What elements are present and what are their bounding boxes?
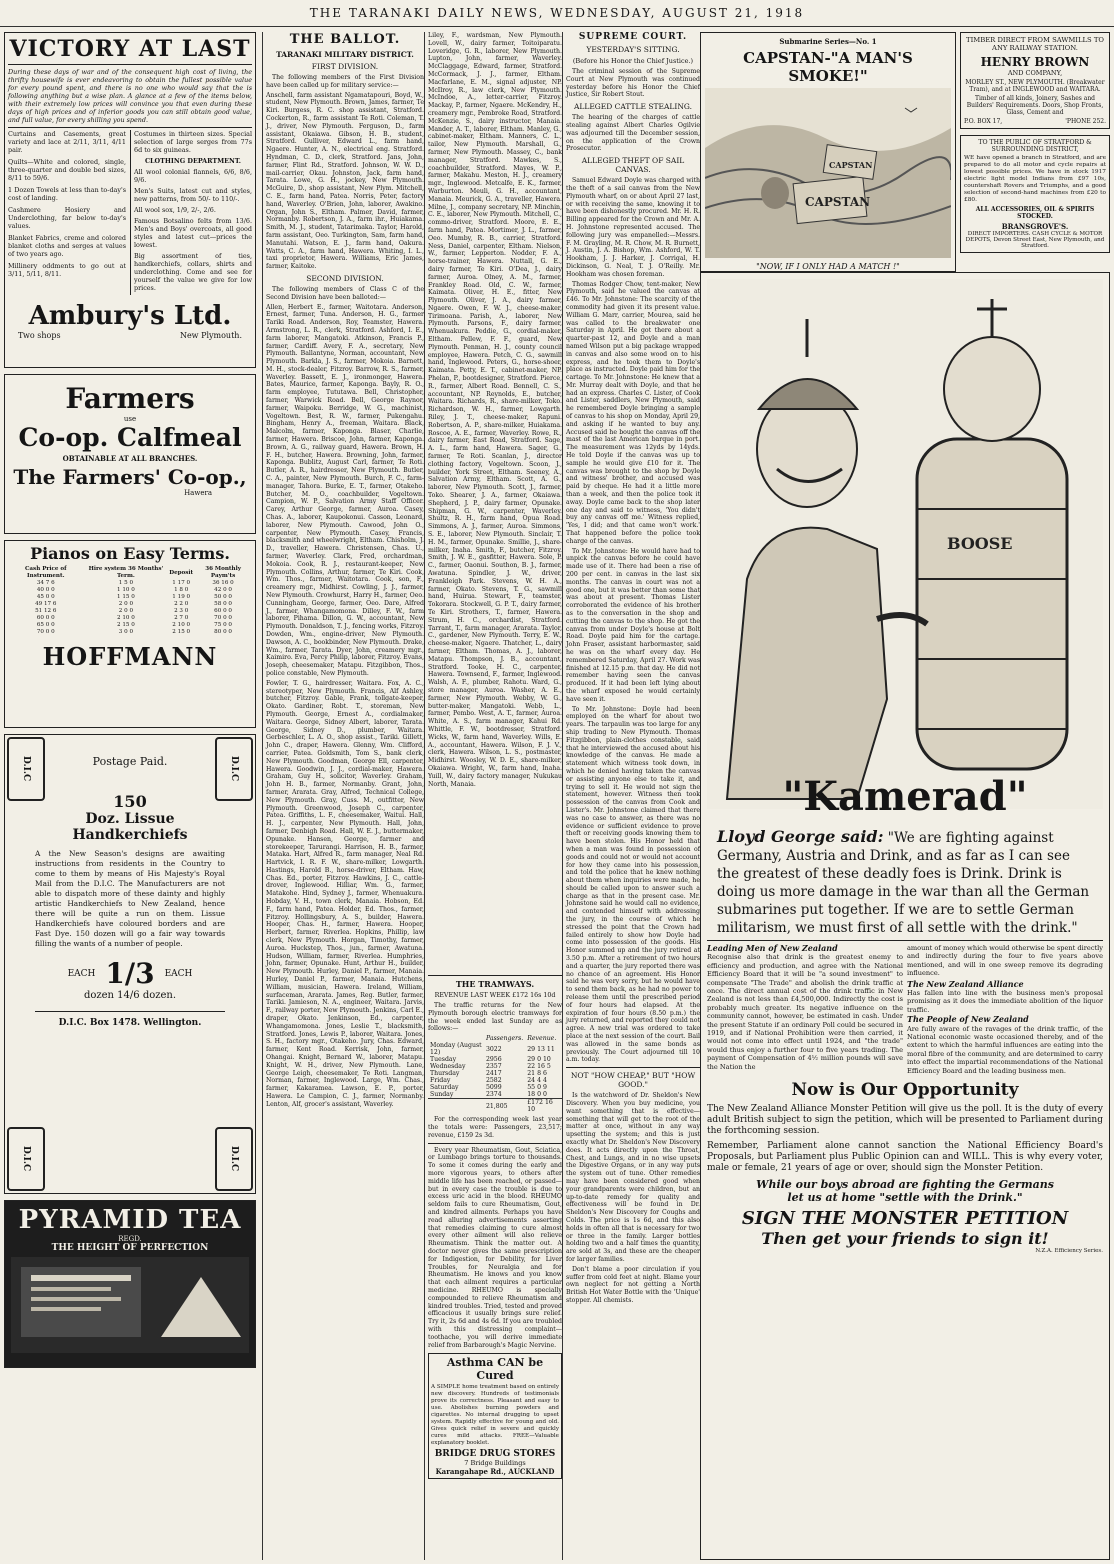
bransgrove-body: WE have opened a branch in Stratford, and are prepared to do all motor and cycle repairs at lowest possible prices. We have in stock 1917 electric light model Indians from £97 10s, countershaft Rovers and Triumphs, and a good selection of second-hand machines from £20 to £80.	[964, 155, 1106, 203]
lloyd-george-name: Lloyd George said:	[717, 827, 884, 846]
farmers-calfmeal-ad	[4, 374, 256, 534]
table-row: 70 0 0 3 0 0 2 15 0 80 0 0	[36, 629, 232, 635]
court-sub2: ALLEGED CATTLE STEALING.	[573, 102, 693, 112]
opportunity-heading: Now is Our Opportunity	[791, 1080, 1019, 1101]
capstan-ad	[700, 32, 956, 272]
opportunity-text-2: Remember, Parliament alone cannot sanction the National Efficiency Board's Proposals, but Parliament plus Public Opinion can and WILL. This is why every voter, male or female, 21 years of age or over, should sign the Monster Petition.	[707, 1141, 1103, 1174]
ballot-column	[262, 32, 424, 1560]
table-row: Monday (August 12) 3022 29 13 11	[430, 1042, 555, 1057]
boys-abroad-line: While our boys abroad are fighting the Germans	[756, 1178, 1054, 1192]
bransgrove-public: TO THE PUBLIC OF STRATFORD & SURROUNDING DISTRICT,	[978, 139, 1092, 153]
swimmer-head	[761, 177, 789, 209]
victory-left-list	[8, 130, 126, 295]
leading-men-text-cont: amount of money which would otherwise be spent directly and indirectly during the four to five years above mentioned, and will in one sweep remove its degrading influence.	[907, 944, 1103, 978]
table-row: Thursday 2417 21 8 6	[430, 1070, 547, 1078]
timber-line: TIMBER DIRECT FROM SAWMILLS TO ANY RAILWAY STATION.	[966, 36, 1104, 52]
dic-line1: Doz. Lissue	[85, 811, 175, 827]
pianos-header-cell: 36 Monthly Paym'ts	[205, 566, 241, 579]
henry-brown-phone: 'PHONE 252.	[1065, 118, 1106, 125]
kamerad-title: "Kamerad"	[782, 773, 1028, 820]
tramways-note: For the corresponding week last year the totals were: Passengers, 23,517; revenue, £159 2s 3d.	[428, 1116, 562, 1139]
dic-logo-bottom-right: D.I.C	[215, 1127, 253, 1191]
alliance-text: Has fallen into line with the business men's proposal promising as it does the immediate abolition of the liquor traffic.	[907, 989, 1103, 1014]
dic-each-label: EACH	[67, 968, 96, 979]
dic-price: 1/3	[105, 957, 155, 990]
kamerad-ad	[700, 272, 1110, 1560]
capstan-headline: CAPSTAN-"A MAN'S SMOKE!"	[743, 49, 913, 85]
court-column	[562, 32, 700, 1560]
henry-brown-ad	[960, 32, 1110, 129]
table-row: Tuesday 2956 29 0 10	[430, 1056, 551, 1064]
bransgrove-name: BRANSGROVE'S.	[1001, 222, 1069, 231]
tramways-col-revenue: Revenue.	[527, 1035, 557, 1043]
court-p3: Samuel Edward Doyle was charged with the theft of a sail canvas from the New Plymouth wharf, on or about April 27 last, or with receiving the same, knowing it to have been dishonestly procured. Mr. H. R. Billing appeared for the Crown and Mr. A. H. Johnstone represented accused. The following jury was empanelled:—Messrs. F. M. Grayling, M. R. Chow, M. R. Burnett, J. Austin, J. A. Bishop, Wm. Ashford, W. T. Hookham, J. J. Harker, J. Corrigal, H. Dickinson, G. Neal, T. J. O'Reilly. Mr. Hookham was chosen foreman.	[566, 177, 700, 278]
ballot-first-division: FIRST DIVISION.	[311, 62, 379, 71]
farmers-heading: Farmers	[65, 382, 195, 415]
victory-item: Men's Suits, latest cut and styles, new patterns, from 50/- to 110/-.	[134, 187, 252, 203]
pianos-header-cell: Hire system 36 Months' Term.	[88, 566, 164, 579]
ads-column-left	[4, 32, 256, 1560]
tramways-table	[428, 1035, 562, 1113]
ballot-names-4: Liley, F., wardsman, New Plymouth. Lovell, W., dairy farmer, Toitoiparatu. Loveridge, G. R., laborer, New Plymouth. Lupton, John, farmer, Waverley. McClaggage, Edward, farmer, Stratford. McCormack, J. J., farmer, Eltham. Macfarlane, E. M., signal adjuster, NP. McIlroy, R., law clerk, New Plymouth. McIndoe, A., letter-carrier, Fitzroy. Mackay, P., farmer, Ngaere. McKendry, H., creamery mgr., Pembroke Road, Stratford. McKenzie, S., dairy instructor, Manaia. Mander, A. T., laborer, Eltham. Manley, G., cabinet-maker, Eltham. Manners, C. L., tailor, New Plymouth. Marshall, G., farmer, New Plymouth. Massey, C., bank manager, Stratford. Mawkes, S., coachbuilder, Stratford. Mayes, W. P., farmer, Makahu. Meston, H. J., creamery mgr., Inglewood. Metcalfe, E. K., farmer, Warburton. Meuli, G. H., accountant, Manaia. Meurick, G. A., traveller, Hawera. Milne, J., company secretary, NP. Minchin, C. E., laborer, New Plymouth. Mitchell, C., commo-driver, Stratford. Moore, E. E., farm hand, Patea. Mortimer, J. L., farmer, Oeo. Mumby, R. B., carrier, Stratford. Ness, Daniel, carpenter, Eltham. Nielson, W., farmer, Lepperton. Nodder, F. A., horse-trainer, Hawera. Nuttall, G. E., dairy farmer, Te Kiri. O'Dea, J., dairy farmer, Auroa. Olney, A. M., farmer, Frankley Road. Old, C. W., farmer, Kaimata. Oliver, H. E., fitter, New Plymouth. Oliver, J. A., dairy farmer, Ngaere. Owen, F. W. J., cheese-maker, Tirimoana. Parish, A., laborer, New Plymouth. Parsons, F., dairy farmer, Whenuakura. Peddie, G., cordial-maker, Eltham. Pellew, F. F., guard, New Plymouth. Penman, H. J., county council employee, Hawera. Petch, C. G., sawmill hand, Inglewood. Peters, G., horse-shoer, Kaimata. Petty, E. T., cabinet-maker, NP. Phelan, P., bootdesigner, Stratford. Pierce, R., farmer, Albert Road. Bennell, C. S., accountant, NP. Reynolds, E., butcher, Waitara. Richards, R., share-milker, Toko. Richardson, W. H., farmer, Lowgarth. Riley, J. T., cheese-maker, Rapuni. Robertson, A. P., share-milker, Huiakama. Roscoe, A. E., farmer, Waverley. Rowe, R., dairy farmer, East Road, Stratford. Sage, A. L., farm hand, Hawera. Sager, G., farmer, Te Roti. Scanlan, J., director clothing factory, Vogeltown. Scoon, J., builder, York Street, Eltham. Seeney, A., Salvation Army, Eltham. Scott, A. G., laborer, New Plymouth. Scott, J., farmer, Toko. Shearer, J. A., farmer, Okaiawa. Shepherd, J. P., dairy farmer, Opunake. Shipman, G. W., carpenter, Waverley. Shultz, R. H., farm hand, Opua Road. Simmons, A. J., farmer, Auroa. Simmons, S. E., laborer, New Plymouth. Sinclair, T. H. M., farmer, Opunake. Smillie, J., share-milker, Inaha. Smith, F., butcher, Fitzroy. Smith, J. W. E., gasfitter, Hawera. Sole, P. C., farmer, Oaonui. Southon, B. J., farmer, Awatuna. Spindler, J. W., driver, Frankleigh Park. Stevens, W. H. A., farmer, Okato. Stevens, T. G., sawmill hand, Huirua. Stewart, F., teamster, Tokorara. Stockwell, G. P. T., dairy farmer, Te Kiri. Strothers, T., farmer, Hawera. Strum, H. C., orchardist, Stratford. Tarrant, T., farm manager, Ararata. Taylor, C., gardener, New Plymouth. Terry, E. W., cheese-maker, Ngaere. Thatcher, L., dairy farmer, Eltham. Thomas, A. J., laborer, Matapu. Thompson, J. B., accountant, Stratford. Tooke, H. C., carpenter, Hawera. Townsend, F., farmer, Inglewood. Walsh, A. F., plumber, Rahotu. Ward, G., store manager, Auroa. Washer, A. E., farmer, New Plymouth. Webby, W. G., butter-maker, Mangatoki. Webb, L., farmer, Pembo. West, A. T., farmer, Auroa. White, A. S., farm manager, Kahui Rd. Whittle, F. W., bootdresser, Stratford. Wicks, W., farm hand, Waverley. Wills, E. A., accountant, Hawera. Wilson, F. J. V., clerk, Hawera. Wilson, L. S., postmaster, Midhirst. Woosley, W. D. E., share-milker, Okaiawa. Wright, W., farm hand, Inaha. Yuill, W., dairy factory manager, Nukukau North, Manaia.	[428, 32, 562, 788]
capstan-crate-label: CAPSTAN	[805, 195, 871, 209]
victory-right-list	[130, 130, 252, 295]
pyramid-slogan: THE HEIGHT OF PERFECTION	[51, 1243, 209, 1253]
table-row: Wednesday 2357 22 16 5	[430, 1063, 551, 1071]
court-p4: Thomas Rodger Chow, tent-maker, New Plymouth, said he valued the canvas at £46. To Mr. Johnstone: The scarcity of the commodity had given it its present value. William G. Marr, carrier, Mourea, said he was called to the breakwater one Saturday in April. He got there about a quarter-past 12, and Doyle and a man named Wilson put a big package wrapped in canvas and also some wood on to his express, and he took them to Doyle's place as instructed. Doyle paid him for the cartage. To Mr. Johnstone: He knew that a Mr. Murray dealt with Doyle, and that he had an express. Charles C. Lister, of Cook and Lister, saddlers, New Plymouth, said he remembered Doyle bringing a sample of canvas to his shop on Monday, April 29, and asking if he wanted to buy any. Accused said he bought the canvas off the mast of the last American barque in port. The measurement was 12yds by 14yds. He told Doyle if the canvas was up to sample he would give £10 for it. The canvas was brought to the shop by Doyle and witness' brother, and accused was paid by cheque. He had it a little more than a week, and then the police took it away. Doyle came back to the shop later one day and said to witness, 'You didn't buy any canvas off me.' Witness replied, 'Yes, I did; and that came won't work.' That happened before the police took charge of the canvas.	[566, 280, 700, 545]
court-sub1b: (Before his Honor the Chief Justice.)	[572, 57, 694, 65]
table-row: Saturday 5099 55 0 9	[430, 1084, 547, 1092]
capstan-series: Submarine Series—No. 1	[779, 37, 877, 46]
court-p7: Is the watchword of Dr. Sheldon's New Discovery. When you buy medicine, you want something that is effective—something that will get to the root of the matter at once, without in any way upsetting the system; and this is just exactly what Dr. Sheldon's New Discovery does. It acts directly upon the Throat, Chest, and Lungs, and in no wise upsets the Digestive Organs, or in any way puts the system out of tune. Other remedies may have been considered good when your grandparents were children, but an up-to-date remedy for quality and effectiveness will be found in Dr. Sheldon's New Discovery for Coughs and Colds. The price is 1s 6d, and this also holds in often all that is necessary for two or three in the family. Larger bottles holding two and a half times the quantity, are sold at 3s, and these are the cheaper for larger families.	[566, 1092, 700, 1263]
victory-intro: During these days of war and of the consequent high cost of living, the thrifty housewife is ever endeavoring to obtain the fullest possible value for every pound spent, and there is no one who would say that the is following anything but a wise plan. A glance at a few of the items below, with their extremely low prices will convince you that even during these days of high prices and of inferior goods you can still obtain good value, and full value, for every shilling you spend.	[8, 68, 252, 124]
ballot-second-division: SECOND DIVISION.	[306, 273, 384, 283]
court-p2: The hearing of the charges of cattle stealing against Albert Charles Ogilvie was adjourned till the December session, on the application of the Crown Prosecutor.	[566, 114, 700, 153]
ballot-district: TARANAKI MILITARY DISTRICT.	[276, 50, 414, 59]
table-row: Sunday 2374 18 0 0	[430, 1091, 547, 1099]
barrel-label: BOOSE	[947, 534, 1013, 553]
victory-ad	[4, 32, 256, 368]
farmers-use: use	[123, 415, 137, 423]
dic-logo-top-right: D.I.C	[215, 737, 253, 801]
friends-sign-line: Then get your friends to sign it!	[761, 1229, 1049, 1249]
ballot-names-2: Allen, Herbert E., farmer, Waitotara. Anderson, Ernest, farmer, Tuna. Anderson, H. G., farmer Tariki Road. Anderson, Roy, Teamster, Hawera. Armstrong, L. R., clerk, Stratford. Ashford, I. E., farm laborer, Mangatoki. Atkinson, Francis P., farmer, Cardiff. Avery, F. A., secretary, New Plymouth. Ballantyne, Norman, accountant, New Plymouth. Barkla, J. S., farmer, Mokoia. Barnett, M. H., stock-dealer, Fitzroy. Barrow, R. S., farmer, Waverley. Bassett, E. J., ironmonger, Hawera. Bates, Maurice, farmer, Kaponga. Bayly, R. O., farm employee, Tututawa. Bell, Christopher, farmer, Warwick Road. Bell, George Raynor, farmer, Waipoku. Berridge, W. G., machinist, Vogeltown. Best, R. W., farmer, Pukengahu. Bingham, Henry A., freeman, Waitara. Black, Malcolm, farmer, Kaponga. Blaser, Charlie, farmer, Hawera. Briscoe, John, farmer, Kaponga. Brown, A. G., railway guard, Hawera. Brown, H. F. H., butcher, Hawera. Browning, John, farmer, Kaponga. Bublitz, August Carl, farmer, Te Roti. Butler, A. R., hairdresser, New Plymouth. Butler, C. A., painter, New Plymouth. Burch, F. C., farm-manager, Tahora. Burke, E. T., farmer, Otakeho. Butcher, M. O., coachbuilder, Vogeltown. Campion, W. P., Salvation Army Staff Officer. Carey, Arthur George, farmer, Auroa. Casey, Chas. A., laborer, Kaupokonui. Casson, Leonard, laborer, New Plymouth. Cawood, John O., carpenter, New Plymouth. Casey, Francis, blacksmith and wheelwright, Eltham. Chisholm, J. D., traveller, Hawera. Christensen, Chas. U., farmer, Waverley. Clark, Fred, orchardman, Mokoia. Cook, R. J., restaurant-keeper, New Plymouth. Collins, Arthur, farmer, Te Kiri. Cook, Wm. Thos., farmer, Waitotara. Cook, son, F., creamery mgr., Midhirst. Cowling, J. J., farmer, New Plymouth. Crowhurst, Harry H., farmer, Oeo. Cunningham, George, farmer, Oeo. Dare, Alfred J., farmer, Whangamomona. Dilley, F. W., farm laborer, Pihama. Dillon, G. W., accountant, New Plymouth. Donaldson, T. J., fencing works, Fitzroy. Dowden, Wm., engine-driver, New Plymouth. Dawson, A. C., bookbinder, New Plymouth. Drake, Wm., farmer, Tarata. Dyer, John, creamery mgr., Kaimiro. Eva, Percy Philip, laborer, Fitzroy. Evans, Joseph, cheesemaker, Matapu. Fitzgibbon, Thos., police constable, New Plymouth.	[266, 303, 424, 677]
court-p8: Don't blame a poor circulation if you suffer from cold feet at night. Blame your own neglect for not getting a North British Hot Water Bottle with the 'Unique' stopper. All chemists.	[566, 1265, 700, 1304]
victory-item: Millinery oddments to go out at 3/11, 5/11, 8/11.	[8, 262, 126, 278]
ballot-title: THE BALLOT.	[289, 32, 401, 47]
asthma-body: A SIMPLE home treatment based on entirely new discovery. Hundreds of testimonials prove its correctness. Pleasant and easy to use. Abolishes burning powders and cigarettes. No internal drugging to upset system. Rapidly effective for young and old. Gives quick relief in severe and quickly cures mild attacks. FREE—Valuable explanatory booklet.	[431, 1384, 559, 1447]
table-row: 60 0 0 2 10 0 2 7 0 70 0 0	[36, 615, 232, 621]
ballot-names-3: Fowler, T. G., hairdresser, Waitara. Fox, A. C., stereotyper, New Plymouth. Francis, Alf Ashley, butcher, Fitzroy. Gable, Frank, tollgate-keeper, Okato. Gardiner, Robt. T., storeman, New Plymouth. George, Ernest A., cordialmaker, Waitara. George, Sidney Albert, laborer, Tarata. George, Sidney D., plumber, Waitara. Gerbeschler, L. A. O., shop assist., Tariki. Gillett, John C., draper, Hawera. Glenny, Wm. Clifford, carrier, Patea. Goldsmith, Tom S., bank clerk, New Plymouth. Goodman, George Ell, carpenter, Hawera. Goodwin, J. J., cordial-maker, Hawera. Graham, Guy H., solicitor, Waverley. Graham, John H. B., farmer, Normanby. Grant, John, farmer, Ararata. Gray, Alfred, Technical College, New Plymouth. Gray, Cuss. M., outfitter, New Plymouth. Greenwood, Joseph C., carpenter, Patea. Griffiths, L. F., cheesemaker, Waitui. Hall, H. J., carpenter, New Plymouth. Hall, John, farmer, Denbigh Road. Hall, W. E. J., buttermaker, Opunake. Hansen, George, farmer and storekeeper, Tarurangi. Harrison, H. B., farmer, Mataka. Hart, Alfred R., farm manager, Neal Rd. Hartvick, I. R. F. W., share-milker, Lowgarth. Hastings, Harold B., horse-driver, Eltham. Haw, Chas. Ed., porter, Fitzroy. Hawkins, J. C., cattle-drover, Inglewood. Hilliar, Wm. G., farmer, Matakohe. Hind, Sydney J., farmer, Whenuakura. Hobday, V. H., town clerk, Manaia. Hobson, Ed. F., farm hand, Patea. Holder, Ed. Thos., farmer, Fitzroy. Hollingsbury, A. S., builder, Hawera. Hooper, Chas. H., farmer, Hawera. Hooper, Herbert, farmer, Riverlea. Hopkins, Phillip, law clerk, New Plymouth. Horgan, Timothy, farmer, Auroa. Huckstep, Thos., jun., farmer, Awatuna. Hudson, William, farmer, Riverlea. Humphries, John, farmer, Opunake. Hunt, Arthur H., builder, New Plymouth. Hurley, Daniel P., farmer, Manaia. Hurley, Daniel P., farmer, Manaia. Hutchens, William, musician, Hawera. Ireland, William, surfaceman, Ararata. James, Reg. Butler, farmer, Tariki. Jamieson, N. A., engineer, Waitara. Jarvis, F., railway porter, New Plymouth. Jenkins, Carl E., draper, Okato. Jenkinson, Ed., carpenter, Whangamomona. Jones, Leslie T., blacksmith, Stratford. Jones, Lewis P., laborer, Waitara. Jones, S. H., factory mgr., Otakeho. Jury, Chas. Edward, farmer, Kent Road. Kerrisk, John, farmer, Ohangai. Knight, Bernard W., laborer, Matapu. Knight, W. H., driver, New Plymouth. Lane, George Leigh, cheesemaker, Te Roti. Langman, Norman, farmer, Inglewood. Large, Wm. Chas., farmer, Kakaramea. Lawson, E. P., porter, Hawera. Le Campion, C. J., farmer, Normanby. Lenton, Alf, grocer's assistant, Waverley.	[266, 679, 424, 1108]
people-heading: The People of New Zealand	[907, 1014, 1029, 1025]
table-row: 40 0 0 1 10 0 1 8 0 42 0 0	[36, 587, 232, 593]
leading-men-heading: Leading Men of New Zealand	[707, 943, 838, 953]
pianos-header-cell: Cash Price of Instrument.	[24, 566, 67, 579]
farmers-hawera: Hawera	[184, 489, 212, 497]
dic-logo-bottom-left: D.I.C	[7, 1127, 45, 1191]
victory-item: Famous Botsalino felts from 13/6. Men's and Boys' overcoats, all good styles and latest cut—prices the lowest.	[134, 217, 252, 249]
victory-item: Costumes in thirteen sizes. Special selection of large serges from 77s 6d to six guineas.	[134, 130, 252, 154]
table-row: 34 7 6 1 5 0 1 17 0 36 16 0	[36, 580, 234, 586]
court-sub3: ALLEGED THEFT OF SAIL CANVAS.	[581, 156, 685, 175]
victory-item: Big assortment of ties, handkerchiefs, collars, shirts and underclothing. Come and see for yourself the value we give for low prices.	[134, 252, 252, 292]
court-sub1: YESTERDAY'S SITTING.	[586, 45, 680, 54]
capstan-cartoon	[705, 88, 951, 258]
rheumo-body: Every year Rheumatism, Gout, Sciatica, or Lumbago brings torture to thousands. To some it comes during the early and more vigorous years, to others after middle life has been reached, or passed—but in every case the trouble is due to excess uric acid in the blood. RHEUMO seldom fails to cure Rheumatism, Gout, and kindred ailments. Perhaps you have read alluring advertisements asserting that remedies claiming to cure almost every other ailment will also relieve Rheumatism. Think the matter out. A doctor never gives the same prescription for Indigestion, for Debility, for Liver Troubles, for Neuralgia and for Rheumatism. He knows and you know that each ailment requires a particular medicine. RHEUMO is specially compounded to relieve Rheumatism and kindred troubles. Tried, tested and proved efficacious it usually brings sure relief. Try it, 2s 6d and 4s 6d. If you are troubled with this distressing complaint—toothache, you will derive immediate relief from Barbarough's Magic Nervine.	[428, 1146, 562, 1349]
capstan-caption: "NOW, IF I ONLY HAD A MATCH !"	[756, 262, 900, 271]
victory-item: Cashmere Hosiery and Underclothing, far below to-day's values.	[8, 206, 126, 230]
henry-brown-body: Timber of all kinds, Joinery, Sashes and Builders' Requirements. Doors, Shop Fronts, Glass, Cement and	[966, 95, 1104, 116]
bransgrove-address: DIRECT IMPORTERS. CASH CYCLE & MOTOR DEPOTS, Devon Street East, New Plymouth, and Stratford.	[965, 231, 1105, 249]
farmers-coop: The Farmers' Co-op.,	[13, 465, 247, 489]
pyramid-tea-ad	[4, 1200, 256, 1368]
tramways-subtitle: REVENUE LAST WEEK £172 16s 10d	[434, 992, 556, 999]
calfmeal-heading: Co-op. Calfmeal	[18, 423, 242, 452]
henry-brown-name: HENRY BROWN	[980, 55, 1090, 69]
table-row: 45 0 0 1 15 0 1 19 0 50 0 0	[36, 594, 232, 600]
dic-dozen: dozen 14/6 dozen.	[83, 990, 177, 1001]
asthma-title: Asthma CAN be Cured	[446, 1356, 544, 1383]
henry-brown-address: MORLEY ST., NEW PLYMOUTH. (Breakwater Tram), and at INGLEWOOD and WAITARA.	[965, 79, 1105, 93]
court-sub4: NOT "HOW CHEAP," BUT "HOW GOOD."	[570, 1071, 696, 1090]
henry-brown-co: AND COMPANY,	[1007, 69, 1063, 77]
opportunity-text-1: The New Zealand Alliance Monster Petition will give us the poll. It is the duty of every adult British subject to sign the petition, which will be presented to Parliament during the forthcoming session.	[707, 1104, 1103, 1137]
court-p5: To Mr. Johnstone: He would have had to unpick the canvas before he could have made use of it. There had been a rise of 200 per cent. in canvas in the last six months. The canvas in court was not a good one, but it was better than some that was about at present. Thomas Lister corroborated the evidence of his brother as to the conversation in the shop and cutting the canvas to the shop. He got the canvas from under Doyle's house at Bolt Road. Doyle paid him for the cartage. John Fraser, assistant harbormaster, said he was on the wharf every day. He remembered Saturday, April 27. Work was finished at 12.15 p.m. that day. He did not remember having seen the canvas produced. If it had been left lying about the wharf exposed he would certainly have seen it.	[566, 547, 700, 703]
pianos-title: Pianos on Easy Terms.	[30, 544, 230, 563]
clothing-heading: CLOTHING DEPARTMENT.	[144, 157, 242, 165]
ballot-names-1: Anschell, farm assistant Ngamatapouri, Boyd, W., student, New Plymouth. Brown, James, farmer, Te Kiri. Burgess, R. C. shop assistant, Stratford. Cockerton, R., farm assistant Te Roti. Coleman, T. J., driver, New Plymouth. Ferguson, D., farm assistant, Okaiawa. Gibson, H. B., student, Stratford. Gulliver, Edward L., farm hand, Ngaere. Hunter, A. N., electrical eng. Stratford. Hyndman, C. D., clerk, Stratford. Jans, John, farmer, Flint Rd., Stratford. Johnson, W. W. D., mail-carrier, Okau. Johnston, Jack, farm hand, Tarata. Lowe, G. H., jockey, New Plymouth. McGuire, D., shop assistant, New Plym. Mitchell, C. E., farm hand, Patea. Norris, Peter, factory hand, Waverley. O'Brien, John, laborer, Awakino. Organ, John S., Eltham. Palmer, David, farmer, Normanby. Robertson, J. A., farm ihr., Huiakama. Smith, M. J., student, Tatarimaka. Taylor, Harold, farm assistant, Oeo. Turkington, Sam, farm hand, Manutahi. Watson, E. J., farm hand, Oakura. Watts, C. A., farm hand, Hawera. Whiting, I. L., taxi proprietor, Hawera. Williams, Eric James, farmer, Kaitoke.	[266, 91, 424, 271]
sign-petition-heading: SIGN THE MONSTER PETITION	[741, 1208, 1069, 1230]
dic-handkerchiefs-ad	[4, 734, 256, 1194]
capstan-crate-label: CAPSTAN	[829, 160, 873, 170]
bransgrove-accessories: ALL ACCESSORIES, OIL & SPIRITS STOCKED.	[975, 206, 1095, 220]
victory-item: All wool colonial flannels, 6/6, 8/6, 9/6.	[134, 168, 252, 184]
tramways-intro: The traffic returns for the New Plymouth borough electric tramways for the week ended last Sunday are as follows:—	[428, 1002, 562, 1033]
amburys-shops: Two shops	[18, 331, 61, 340]
lloyd-george-quote: "We are fighting against Germany, Austria and Drink, and as far as I can see the greatest of these deadly foes is Drink. Drink is doing us more damage in the war than all the German submarines put together. If we are to settle German militarism, we must first of all settle with the drink."	[717, 830, 1090, 936]
pyramid-illustration	[11, 1257, 249, 1353]
kamerad-cartoon	[707, 279, 1103, 809]
dic-qty: 150	[113, 792, 147, 811]
pianos-ad	[4, 540, 256, 728]
victory-item: Quilts—White and colored, single, three-quarter and double bed sizes, 8/11 to 59/6.	[8, 158, 126, 182]
dic-postage: Postage Paid.	[92, 755, 168, 768]
leading-men-text: Recognise also that drink is the greatest enemy to efficiency and production, and agree with the National Efficiency Board that it will be "a sound investment" to compensate "The Trade" and abolish the drink traffic at once. The direct annual cost of the drink traffic in New Zealand is not less than £4,500,000. Indirectly the cost is probably much greater. Its negative influence on the community cannot, however, be estimated in cash. Under the present Statute if an ordinary Poll could be secured in 1919, and if National Prohibition were then carried, it would not come into effect until 1924, and "the trade" would thus enjoy a further four to five years trading. The payment of Compensation of 4½ million pounds will save the Nation the	[707, 953, 903, 1071]
asthma-store: BRIDGE DRUG STORES	[434, 1449, 556, 1460]
pianos-header-cell: Deposit	[169, 569, 194, 576]
table-row: 51 12 6 2 0 0 2 3 0 60 0 0	[35, 608, 232, 614]
timber-motor-ads	[960, 32, 1110, 272]
tramways-section	[424, 972, 562, 1560]
pyramid-title: PYRAMID TEA	[18, 1205, 242, 1235]
asthma-store2: 7 Bridge Buildings	[464, 1459, 526, 1468]
dic-each-label: EACH	[164, 968, 193, 979]
tramways-title: THE TRAMWAYS.	[455, 979, 535, 989]
masthead: THE TARANAKI DAILY NEWS, WEDNESDAY, AUGUST 21, 1918	[0, 0, 1114, 27]
alliance-heading: The New Zealand Alliance	[907, 978, 1024, 989]
amburys-town: New Plymouth.	[179, 331, 242, 340]
victory-title: VICTORY AT LAST	[8, 36, 252, 65]
table-row: 49 17 6 2 0 0 2 2 0 58 0 0	[35, 601, 232, 607]
calfmeal-branches: OBTAINABLE AT ALL BRANCHES.	[62, 454, 198, 463]
settle-drink-line: let us at home "settle with the Drink."	[787, 1191, 1023, 1205]
victory-item: 1 Dozen Towels at less than to-day's cost of landing.	[8, 186, 126, 202]
people-text: Are fully aware of the ravages of the drink traffic, of the National economic waste occasioned thereby, and of the extent to which the harmful influences are eating into the moral fibre of the community, and are determined to carry into effect the impartial recommendations of the National Efficiency Board and the leading business men.	[907, 1024, 1103, 1075]
victory-item: Curtains and Casements, great variety and lace at 2/11, 3/11, 4/11 pair.	[8, 130, 126, 154]
efficiency-series-credit: N.Z.A. Efficiency Series.	[1035, 1248, 1103, 1255]
amburys-brand: Ambury's Ltd.	[28, 301, 232, 331]
bransgrove-ad	[960, 135, 1110, 253]
ballot-intro-2: The following members of Class C of the Second Division have been balloted:—	[266, 285, 424, 301]
dic-line2: Handkerchiefs	[72, 827, 188, 843]
pianos-price-table	[8, 566, 252, 636]
court-p6: To Mr. Johnstone: Doyle had been employed on the wharf for about two years. The tarpaulin was too large for any ship trading to New Plymouth. Thomas Fitzgibbon, plain-clothes constable, said that he interviewed the accused about his knowledge of the canvas. He made a statement which witness took down, in which he denied having taken the canvas or assisting anyone else to take it, and trying to sell it. He would not sign the statement, however. Witness then took possession of the canvas from Cook and Lister's. Mr. Johnstone claimed that there was no case to answer, as there was no evidence or sufficient evidence to prove theft or receiving goods knowing them to have been stolen. His Honor held that when a man was found in possession of goods and could not or would not account for how they came into his possession, and told the police that he knew nothing about them when inquiries were made, he should be called upon to answer such a charge as that in the present case. Mr. Johnstone said he would call no evidence, and contended himself with addressing the jury, in the course of which he stressed the point that the Crown had failed entirely to show how Doyle had come into possession of the goods. His Honor summed up and the jury retired at 3.50 p.m. After a retirement of two hours and a quarter, the jury reported there was no chance of an agreement. His Honor said he was very sorry, but he would have to send them back, as he had no power to release them until the prescribed period of four hours had elapsed. At the expiration of four hours (8.50 p.m.) the jury returned, and reported they could not agree. A new trial was ordered to take place at the next session of the court. Bail was allowed in the same bonds as previously. The Court adjourned till 10 a.m. today.	[566, 705, 700, 1064]
table-row: Friday 2582 24 4 4	[430, 1077, 547, 1085]
ballot-intro-1: The following members of the First Division have been called up for military service:—	[266, 74, 424, 89]
table-row: 65 0 0 2 15 0 2 10 0 75 0 0	[36, 622, 232, 628]
court-title: SUPREME COURT.	[578, 32, 688, 42]
table-total-row: 21,805 £172 16 10	[428, 1099, 562, 1114]
dic-body: A the New Season's designs are awaiting instructions from residents in the Country to come to them by means of His Majesty's Royal Mail from the D.I.C. The Manufacturers are not able to dispatch more of these dainty and highly artistic Handkerchiefs to New Zealand, hence there will be quite a run on them. Lissue Handkerchiefs have coloured borders and are Fast Dye. 150 dozen will go a fair way towards filling the wants of a number of people.	[35, 849, 225, 948]
hoffmann-brand: HOFFMANN	[42, 642, 218, 671]
victory-item: Blanket Fabrics, creme and colored blanket cloths and serges at values of two years ago.	[8, 234, 126, 258]
asthma-ad	[428, 1353, 562, 1479]
pyramid-regd: REGD.	[118, 1235, 142, 1243]
asthma-store3: Karangahape Rd., AUCKLAND	[435, 1467, 555, 1477]
dic-logo-top-left: D.I.C	[7, 737, 45, 801]
dic-footer: D.I.C. Box 1478. Wellington.	[58, 1018, 202, 1028]
tramways-col-passengers: Passengers.	[485, 1035, 524, 1043]
victory-item: All wool sox, 1/9, 2/-, 2/6.	[134, 206, 216, 214]
henry-brown-box: P.O. BOX 17,	[964, 118, 1003, 125]
court-p1: The criminal session of the Supreme Court at New Plymouth was continued yesterday before his Honor the Chief Justice, Sir Robert Stout.	[566, 68, 700, 99]
